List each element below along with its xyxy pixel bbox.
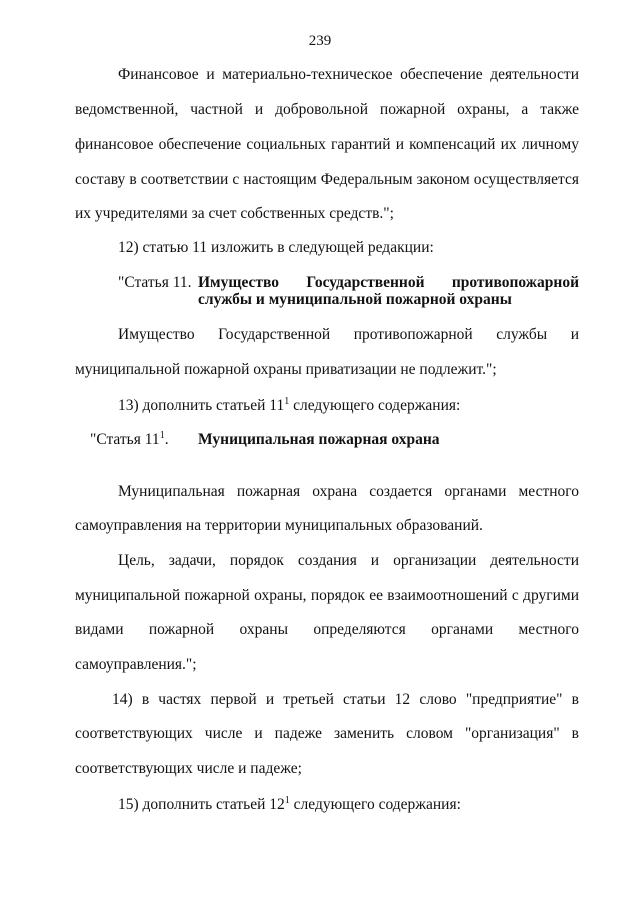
superscript: 1 — [284, 794, 290, 806]
list-item-12: 12) статью 11 изложить в следующей редакции: — [118, 239, 434, 256]
text-line: Имущество Государственной противопожарной службы и — [118, 326, 579, 343]
superscript: 1 — [284, 395, 290, 407]
title-word: Государственной — [306, 274, 425, 291]
title-word: противопожарной — [451, 274, 579, 291]
superscript: 1 — [159, 429, 165, 441]
text-line: ведомственной, частной и добровольной пожарной охраны, а также — [75, 101, 579, 118]
list-item-14: 14) в частях первой и третьей статьи 12 слово "предприятие" в — [112, 691, 579, 708]
article-11-1-title: Муниципальная пожарная охрана — [198, 431, 440, 448]
list-item-15 — [118, 795, 579, 815]
text-line: соответствующих числе и падеже заменить словом "организация" в — [75, 725, 579, 742]
item-text: следующего содержания: — [289, 397, 461, 414]
article-11-title-line2: службы и муниципальной пожарной охраны — [198, 291, 512, 308]
text-line: самоуправления на территории муниципальных образований. — [75, 517, 483, 534]
text-line: Финансовое и материально-техническое обеспечение деятельности — [118, 66, 579, 83]
prefix-text: "Статья 11 — [90, 431, 160, 448]
item-text: 15) дополнить статьей 12 — [118, 796, 285, 813]
article-11-1-prefix — [90, 430, 210, 450]
title-word: Имущество — [198, 274, 280, 291]
text-line: финансовое обеспечение социальных гарантий и компенсаций их личному — [75, 136, 579, 153]
text-line: муниципальной пожарной охраны, порядок ее взаимоотношений с другими — [75, 587, 579, 604]
text-line: составу в соответствии с настоящим Федеральным законом осуществляется — [75, 171, 579, 188]
text-line: видами пожарной охраны определяются органами местного — [75, 621, 579, 638]
prefix-dot: . — [164, 431, 169, 448]
item-text: следующего содержания: — [289, 796, 461, 813]
text-line: самоуправления."; — [75, 656, 197, 673]
article-11-prefix: "Статья 11. — [118, 274, 192, 291]
text-line: Муниципальная пожарная охрана создается органами местного — [118, 483, 579, 500]
text-line: их учредителями за счет собственных средств."; — [75, 205, 394, 222]
text-line: муниципальной пожарной охраны приватизации не подлежит."; — [75, 361, 497, 378]
text-line: соответствующих числе и падеже; — [75, 760, 302, 777]
text-line: Цель, задачи, порядок создания и организации деятельности — [118, 552, 579, 569]
page-number: 239 — [308, 33, 332, 49]
list-item-13 — [118, 396, 579, 416]
item-text: 13) дополнить статьей 11 — [118, 397, 285, 414]
